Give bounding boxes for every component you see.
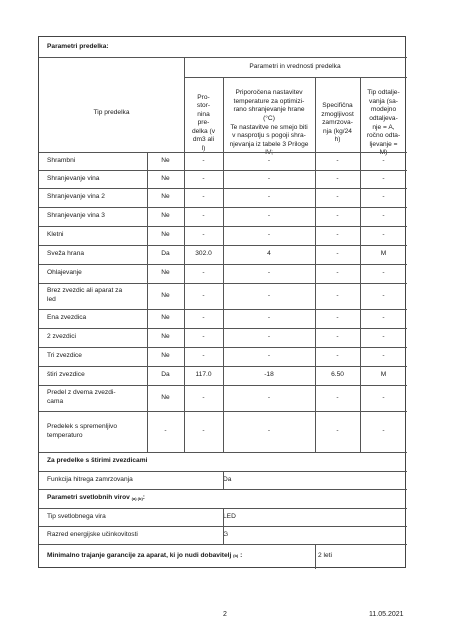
row-freezing-capacity: - (336, 231, 339, 239)
guarantee-label-text: Minimalno trajanje garancije za aparat, ki jo nudi dobavitelj (47, 551, 232, 559)
row-compartment-name: Shranjevanje vina 2 (47, 193, 105, 201)
row-defrost-type: - (382, 352, 385, 360)
row-volume: - (202, 352, 205, 360)
row-present: Ne (161, 269, 170, 277)
header-group-label: Parametri in vrednosti predelka (249, 62, 341, 70)
row-volume: - (202, 174, 205, 182)
row-compartment-name: Shrambni (47, 156, 76, 164)
row-temperature: - (267, 393, 271, 401)
row-compartment-name: Predelek s spremenljivo temperaturo (47, 422, 117, 439)
page-number: 2 (223, 611, 227, 618)
row-defrost-type: - (382, 231, 385, 239)
row-present: Ne (161, 352, 170, 360)
lighting-title-suffix: : (142, 494, 145, 502)
row-present: Ne (161, 291, 170, 299)
row-temperature: -18 (264, 371, 274, 379)
light-source-type-label: Tip svetlobnega vira (47, 512, 106, 520)
row-present: Ne (161, 212, 170, 220)
row-compartment-name: Ena zvezdica (47, 314, 87, 322)
energy-class-label: Razred energijske učinkovitosti (47, 530, 138, 538)
row-volume: - (202, 231, 205, 239)
row-compartment-name: štiri zvezdice (47, 371, 85, 379)
row-compartment-name: Shranjevanje vina (47, 174, 100, 182)
row-temperature: - (267, 333, 271, 341)
parameters-table (38, 36, 406, 568)
row-defrost-type: M (380, 371, 387, 379)
row-temperature: - (267, 193, 271, 201)
row-freezing-capacity: - (336, 393, 339, 401)
row-present: Ne (161, 314, 170, 322)
row-defrost-type: M (380, 250, 387, 258)
row-volume: - (202, 193, 205, 201)
row-defrost-type: - (382, 314, 385, 322)
row-temperature: - (267, 156, 271, 164)
row-temperature: - (267, 314, 271, 322)
fast-freeze-value: Da (223, 475, 232, 483)
row-volume: - (202, 427, 205, 435)
row-defrost-type: - (382, 427, 385, 435)
row-freezing-capacity: - (336, 174, 339, 182)
row-volume: - (202, 269, 205, 277)
guarantee-value: 2 leti (318, 551, 332, 559)
fast-freeze-label: Funkcija hitrega zamrzovanja (47, 475, 133, 483)
row-freezing-capacity: - (336, 314, 339, 322)
row-freezing-capacity: - (336, 250, 339, 258)
header-freezing-capacity: Specifična zmogljivost zamrzova- nja (kg/24 h) (321, 102, 354, 144)
row-temperature: - (267, 352, 271, 360)
guarantee-suffix: : (240, 551, 243, 559)
row-present: Da (161, 371, 170, 379)
row-present: - (164, 427, 167, 435)
header-defrost-type: Tip odtalje- vanja (sa- modejno odtaljeva- nje = A, ročno odta- ljevanje = M) (366, 89, 401, 157)
row-defrost-type: - (382, 193, 385, 201)
table-title: Parametri predelka: (47, 42, 109, 50)
row-present: Ne (161, 156, 170, 164)
row-present: Ne (161, 393, 170, 401)
row-freezing-capacity: - (336, 427, 339, 435)
row-defrost-type: - (382, 174, 385, 182)
row-volume: 117.0 (195, 371, 212, 379)
row-compartment-name: Sveža hrana (47, 250, 85, 258)
row-freezing-capacity: 6.50 (331, 371, 344, 379)
energy-class-value: G (223, 530, 229, 538)
row-present: Ne (161, 333, 170, 341)
row-freezing-capacity: - (336, 269, 339, 277)
row-volume: - (202, 156, 205, 164)
row-defrost-type: - (382, 393, 385, 401)
row-volume: 302.0 (195, 250, 212, 258)
row-volume: - (202, 212, 205, 220)
row-temperature: - (267, 427, 271, 435)
row-temperature: - (267, 174, 271, 182)
row-volume: - (202, 393, 205, 401)
row-defrost-type: - (382, 333, 385, 341)
row-freezing-capacity: - (336, 156, 339, 164)
row-compartment-name: 2 zvezdici (47, 333, 76, 341)
row-temperature: - (267, 231, 271, 239)
row-compartment-name: Brez zvezdic ali aparat za led (47, 287, 123, 303)
row-present: Ne (161, 193, 170, 201)
row-defrost-type: - (382, 212, 385, 220)
row-present: Ne (161, 174, 170, 182)
header-type-label: Tip predelka (93, 109, 130, 117)
row-temperature: - (267, 291, 271, 299)
guarantee-label (47, 544, 242, 568)
row-freezing-capacity: - (336, 333, 339, 341)
row-volume: - (202, 333, 205, 341)
row-freezing-capacity: - (336, 352, 339, 360)
guarantee-mark: (b) (233, 553, 239, 559)
row-present: Ne (161, 231, 170, 239)
row-freezing-capacity: - (336, 212, 339, 220)
row-compartment-name: Ohlajevanje (47, 269, 82, 277)
row-temperature: - (267, 212, 271, 220)
row-compartment-name: Kletni (47, 231, 64, 239)
footer-date: 11.05.2021 (369, 611, 404, 618)
row-temperature: 4 (267, 250, 271, 258)
row-compartment-name: Tri zvezdice (47, 352, 82, 360)
lighting-section-title (47, 489, 145, 508)
row-temperature: - (267, 269, 271, 277)
row-present: Da (161, 250, 170, 258)
row-freezing-capacity: - (336, 291, 339, 299)
header-volume: Pro- stor- nina pre- delka (v dm3 ali l) (191, 93, 216, 152)
row-volume: - (202, 314, 205, 322)
lighting-title-text: Parametri svetlobnih virov (47, 494, 130, 502)
row-volume: - (202, 291, 205, 299)
light-source-type-value: LED (223, 512, 236, 520)
four-star-section-title: Za predelke s štirimi zvezdicami (47, 457, 148, 465)
row-defrost-type: - (382, 291, 385, 299)
row-compartment-name: Predel z dvema zvezdi- cama (47, 389, 116, 405)
row-compartment-name: Shranjevanje vina 3 (47, 212, 105, 220)
header-temperature: Priporočena nastavitev temperature za optimizi- rano shranjevanje hrane (°C) Te nastavitve ne smejo biti v nasprotju s pogoji shra- njevanja iz tabele 3 Priloge IV; (229, 89, 309, 157)
row-defrost-type: - (382, 269, 385, 277)
row-freezing-capacity: - (336, 193, 339, 201)
lighting-title-marks: (a) (b) (131, 495, 143, 501)
row-defrost-type: - (382, 156, 385, 164)
